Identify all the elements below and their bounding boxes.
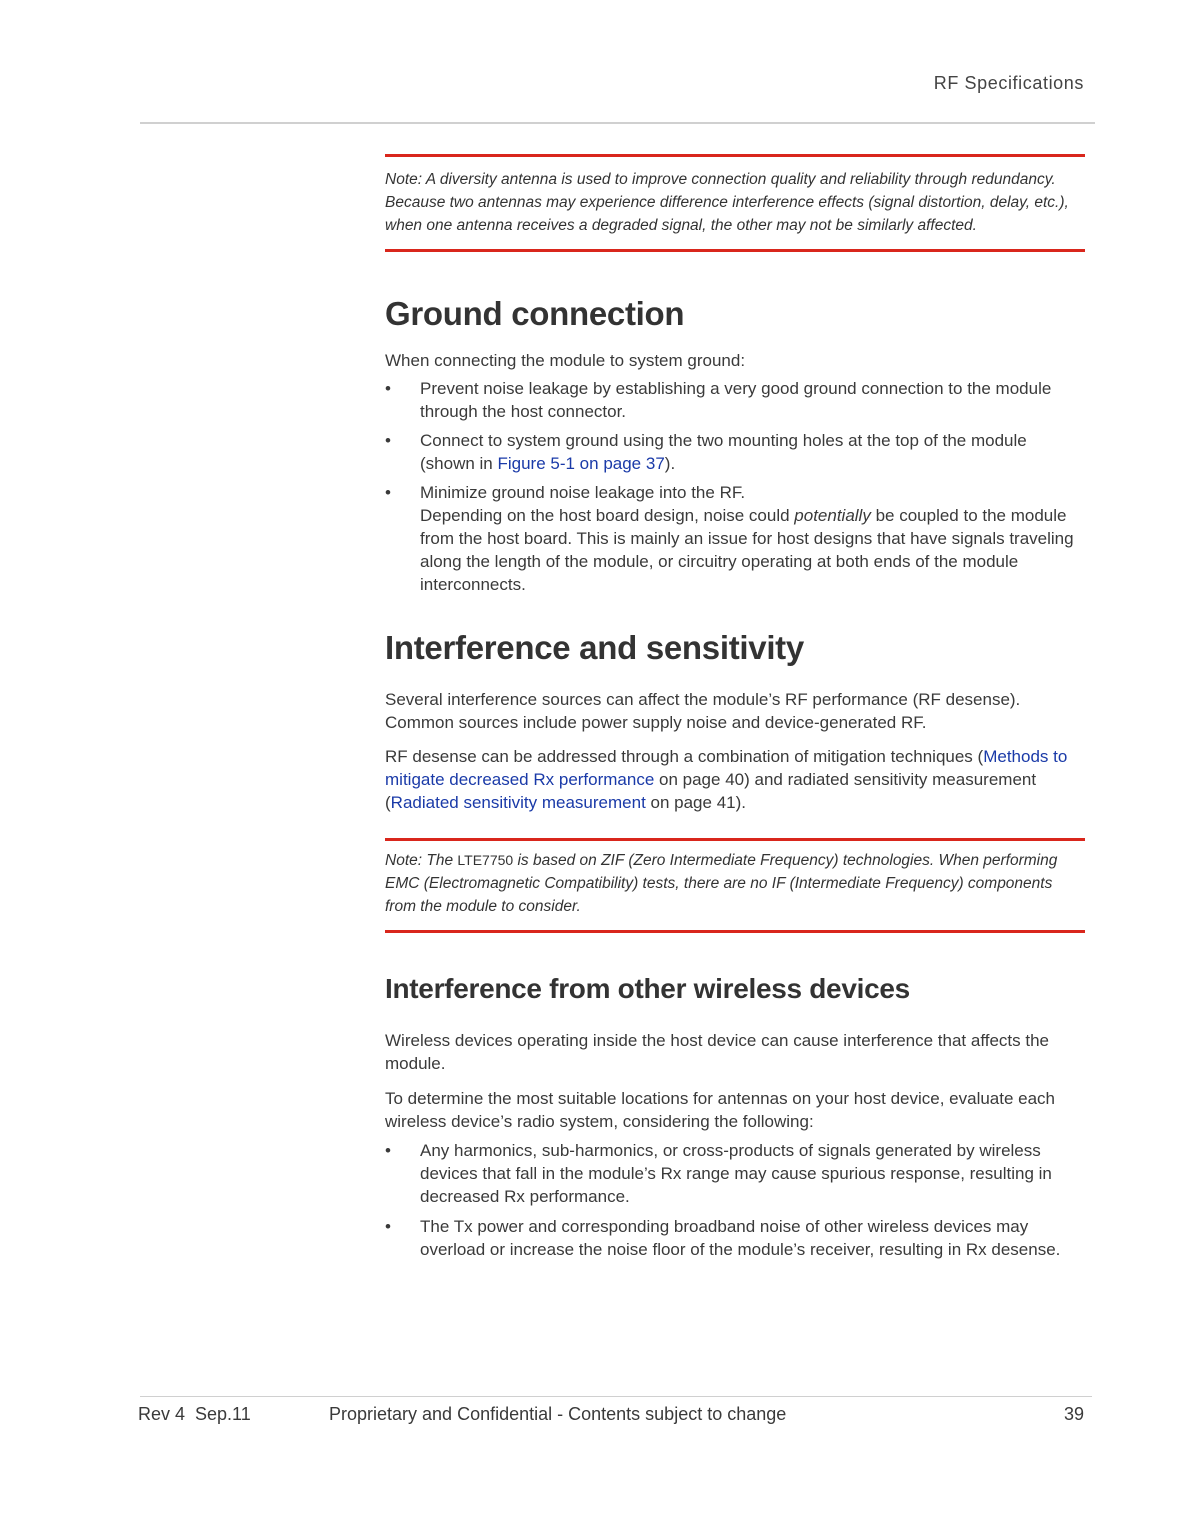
bullet-text-pre: Connect to system ground using the two mounting holes at the top of the module (shown in: [420, 431, 1027, 473]
footer-rule: [140, 1396, 1092, 1397]
interference-para-1: Several interference sources can affect the module’s RF performance (RF desense). Common sources include power supply noise and device-generated RF.: [385, 690, 1021, 732]
note-diversity-antenna: [385, 154, 1085, 252]
note-pre: The: [422, 852, 458, 869]
bullet-icon: [385, 481, 391, 504]
note-label: Note:: [385, 171, 423, 188]
note-text: [385, 849, 1085, 918]
running-header: RF Specifications: [933, 73, 1084, 93]
page-number: 39: [1063, 1404, 1084, 1424]
list-item: [385, 1215, 1085, 1261]
bullet-text-post: ).: [664, 454, 676, 473]
bullet-icon: [385, 429, 391, 452]
footer-revision: Rev 4 Sep.11: [138, 1404, 251, 1424]
bullet-icon: [385, 1139, 391, 1162]
para-text-mid: on page 40) and radiated sensitivity measurement (: [385, 770, 1037, 812]
heading-ground-connection: Ground connection: [385, 295, 685, 332]
list-item: [385, 1139, 1085, 1208]
note-body: A diversity antenna is used to improve connection quality and reliability through redundancy. Because two antennas may experience difference interference effects (signal distortion, delay, etc.), when one antenna receives a degraded signal, the other may not be similarly affected.: [385, 171, 1069, 234]
bullet-icon: [385, 377, 391, 400]
ground-intro: When connecting the module to system ground:: [385, 351, 746, 370]
list-item: [385, 481, 1085, 596]
header-rule: [140, 122, 1095, 124]
emphasis-potentially: potentially: [794, 506, 871, 525]
list-item: [385, 377, 1085, 423]
link-methods-mitigate[interactable]: Methods to mitigate decreased Rx performance: [385, 747, 1068, 789]
note-zif: [385, 838, 1085, 933]
bullet-text: Minimize ground noise leakage into the RF.: [420, 483, 746, 502]
page-content: [385, 154, 1085, 1261]
bullet-text: The Tx power and corresponding broadband noise of other wireless devices may overload or increase the noise floor of the module’s receiver, resulting in Rx desense.: [420, 1217, 1061, 1259]
para-text-post: on page 41).: [645, 793, 746, 812]
bullet-text: Prevent noise leakage by establishing a very good ground connection to the module through the host connector.: [420, 379, 1052, 421]
wireless-bullet-list: [385, 1139, 1085, 1261]
wireless-para-1: Wireless devices operating inside the host device can cause interference that affects the module.: [385, 1031, 1050, 1073]
link-radiated-sensitivity[interactable]: Radiated sensitivity measurement: [390, 793, 646, 812]
bullet-icon: [385, 1215, 391, 1238]
heading-interference-sensitivity: Interference and sensitivity: [385, 629, 804, 666]
ground-bullet-list: [385, 377, 1085, 596]
wireless-para-2: To determine the most suitable locations for antennas on your host device, evaluate each wireless device’s radio system, considering the following:: [385, 1089, 1056, 1131]
bullet-text: Any harmonics, sub-harmonics, or cross-products of signals generated by wireless devices that fall in the module’s Rx range may cause spurious response, resulting in decreased Rx performance.: [420, 1141, 1052, 1206]
interference-para-2: [385, 745, 1085, 814]
bullet-detail-pre: Depending on the host board design, noise could: [420, 506, 795, 525]
footer-confidential: Proprietary and Confidential - Contents subject to change: [329, 1404, 787, 1424]
para-text-pre: RF desense can be addressed through a combination of mitigation techniques (: [385, 747, 984, 766]
note-text: [385, 168, 1085, 237]
product-name: LTE7750: [457, 852, 514, 868]
bullet-detail-post: be coupled to the module from the host board. This is mainly an issue for host designs that have signals traveling along the length of the module, or circuitry operating at both ends of the module interconnects.: [420, 506, 1074, 594]
note-label: Note:: [385, 852, 423, 869]
note-body: is based on ZIF (Zero Intermediate Frequency) technologies. When performing EMC (Electromagnetic Compatibility) tests, there are no IF (Intermediate Frequency) components from the module to consider.: [385, 852, 1058, 915]
list-item: [385, 429, 1085, 475]
link-figure-5-1[interactable]: Figure 5-1 on page 37: [497, 454, 665, 473]
heading-wireless-interference: Interference from other wireless devices: [385, 973, 910, 1004]
